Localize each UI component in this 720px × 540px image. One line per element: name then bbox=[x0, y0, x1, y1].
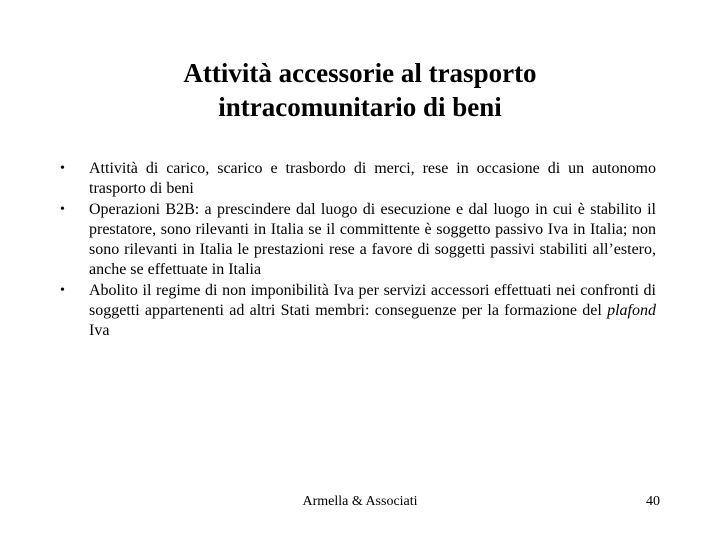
bullet-icon: • bbox=[60, 202, 65, 217]
bullet-text-part: Iva bbox=[89, 322, 110, 339]
footer-author: Armella & Associati bbox=[302, 494, 418, 509]
bullet-list bbox=[60, 159, 656, 342]
title-line-2: intracomunitario di beni bbox=[218, 92, 502, 122]
bullet-text-part: Abolito il regime di non imponibilità Iva per servizi accessori effettuati nei confronti di soggetti appartenenti ad altri Stati membri: conseguenze per la formazione del bbox=[89, 282, 656, 319]
bullet-text bbox=[89, 282, 656, 339]
bullet-item bbox=[60, 200, 656, 280]
bullet-icon: • bbox=[60, 161, 65, 176]
bullet-item bbox=[60, 281, 656, 341]
bullet-icon: • bbox=[60, 283, 65, 298]
bullet-item bbox=[60, 159, 656, 199]
bullet-text: Operazioni B2B: a prescindere dal luogo di esecuzione e dal luogo in cui è stabilito il prestatore, sono rilevanti in Italia se il committente è soggetto passivo Iva in Italia; non sono rilevanti in Italia le prestazioni rese a favore di soggetti passivi stabiliti all’estero, anche se effettuate in Italia bbox=[89, 201, 656, 278]
page-number: 40 bbox=[646, 494, 660, 509]
slide-title bbox=[60, 56, 660, 124]
italic-term: plafond bbox=[607, 302, 656, 319]
bullet-text: Attività di carico, scarico e trasbordo di merci, rese in occasione di un autonomo trasporto di beni bbox=[89, 160, 656, 197]
title-line-1: Attività accessorie al trasporto bbox=[183, 58, 537, 88]
